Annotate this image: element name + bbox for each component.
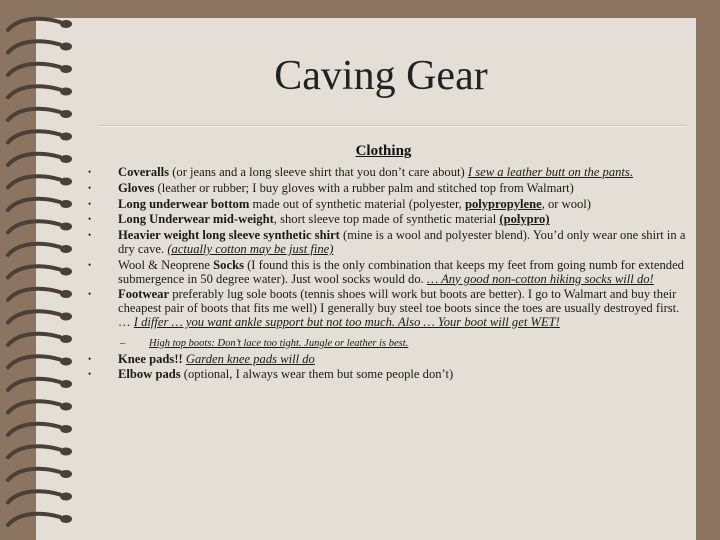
bullet-icon: •: [88, 182, 92, 193]
list-item: [88, 368, 688, 382]
spiral-ring-icon: [8, 379, 72, 390]
item-text-end: , or wool): [541, 196, 592, 211]
bullet-list-container: [88, 166, 688, 384]
item-text: , short sleeve top made of synthetic material: [273, 212, 500, 227]
spiral-ring-icon: [8, 266, 72, 277]
item-text: (I found this is the only combination that keeps my feet from going numb for extended submergence in 50 degree water). Just wool socks would do.: [118, 257, 684, 286]
spiral-ring-icon: [8, 131, 72, 142]
spiral-ring-icon: [8, 446, 72, 457]
spiral-ring-icon: [8, 176, 72, 187]
list-item: [88, 353, 688, 367]
dash-bullet-icon: –: [120, 337, 126, 349]
sub-item-text: High top boots: Don’t lace too tight. Jungle or leather is best.: [149, 337, 409, 349]
item-bold: Coveralls: [118, 165, 170, 179]
bullet-icon: •: [88, 214, 92, 225]
spiral-ring-icon: [8, 199, 72, 210]
bullet-icon: •: [88, 289, 92, 300]
section-heading: Clothing: [355, 143, 412, 159]
item-text: (leather or rubber; I buy gloves with a rubber palm and stitched top from Walmart): [154, 180, 574, 195]
bullet-icon: •: [88, 259, 92, 270]
spiral-ring-icon: [8, 491, 72, 502]
bullet-icon: •: [88, 198, 92, 209]
spiral-ring-icon: [8, 469, 72, 480]
item-prefix: Wool & Neoprene: [118, 257, 214, 272]
item-bold: Long underwear bottom: [118, 196, 250, 211]
spiral-ring-icon: [8, 41, 72, 52]
spiral-ring-icon: [8, 109, 72, 120]
bullet-icon: •: [88, 230, 92, 241]
item-bold-underlined: (polypro): [499, 212, 550, 227]
item-bold: Long Underwear mid-weight: [118, 212, 274, 227]
item-text: preferably lug sole boots (tennis shoes will work but boots are better). I go to Walmart and buy their cheapest pair of boots that fits me well) I generally buy steel toe boots since the toes are usually destroyed first. …: [118, 287, 680, 329]
item-text: (or jeans and a long sleeve shirt that you don’t care about): [169, 165, 468, 179]
spiral-ring-icon: [8, 311, 72, 322]
bullet-list-continued: [88, 353, 688, 383]
spiral-ring-icon: [8, 424, 72, 435]
item-text: made out of synthetic material (polyester,: [249, 196, 465, 211]
list-item: [88, 198, 688, 212]
item-bold: Elbow pads: [118, 367, 181, 382]
list-item: [88, 259, 688, 287]
spiral-ring-icon: [8, 514, 72, 525]
bullet-icon: •: [88, 167, 92, 177]
item-bold: Heavier weight long sleeve synthetic shirt: [118, 228, 340, 243]
spiral-ring-icon: [8, 356, 72, 367]
item-bold: Gloves: [118, 180, 155, 195]
item-text: (mine is a wool and polyester blend). You’d only wear one shirt in a dry cave.: [118, 228, 686, 256]
item-text: (optional, I always wear them but some people don’t): [180, 367, 454, 382]
list-item: [88, 229, 688, 257]
item-bold: Footwear: [118, 287, 170, 302]
spiral-ring-icon: [8, 221, 72, 232]
bullet-list: [88, 166, 688, 330]
spiral-ring-icon: [8, 244, 72, 255]
item-note: Garden knee pads will do: [185, 351, 315, 366]
bullet-icon: •: [88, 353, 92, 364]
item-note: I differ … you want ankle support but not too much. Also … Your boot will get WET!: [133, 314, 560, 329]
page-title: Caving Gear: [274, 53, 488, 99]
item-note: … Any good non-cotton hiking socks will do!: [426, 271, 654, 286]
item-note: (actually cotton may be just fine): [167, 241, 334, 256]
bullet-icon: •: [88, 369, 92, 380]
sub-list-item: [88, 337, 688, 351]
title-divider: [100, 125, 686, 127]
spiral-ring-icon: [8, 289, 72, 300]
list-item: [88, 288, 688, 329]
spiral-ring-icon: [8, 401, 72, 412]
item-bold: Socks: [213, 257, 244, 272]
spiral-ring-icon: [8, 334, 72, 345]
item-bold-underlined: polypropylene: [464, 196, 542, 211]
item-note: I sew a leather butt on the pants.: [467, 165, 633, 179]
item-bold: Knee pads!!: [118, 351, 183, 366]
list-item: [88, 166, 688, 180]
list-item: [88, 213, 688, 227]
list-item: [88, 182, 688, 196]
spiral-ring-icon: [8, 19, 72, 30]
